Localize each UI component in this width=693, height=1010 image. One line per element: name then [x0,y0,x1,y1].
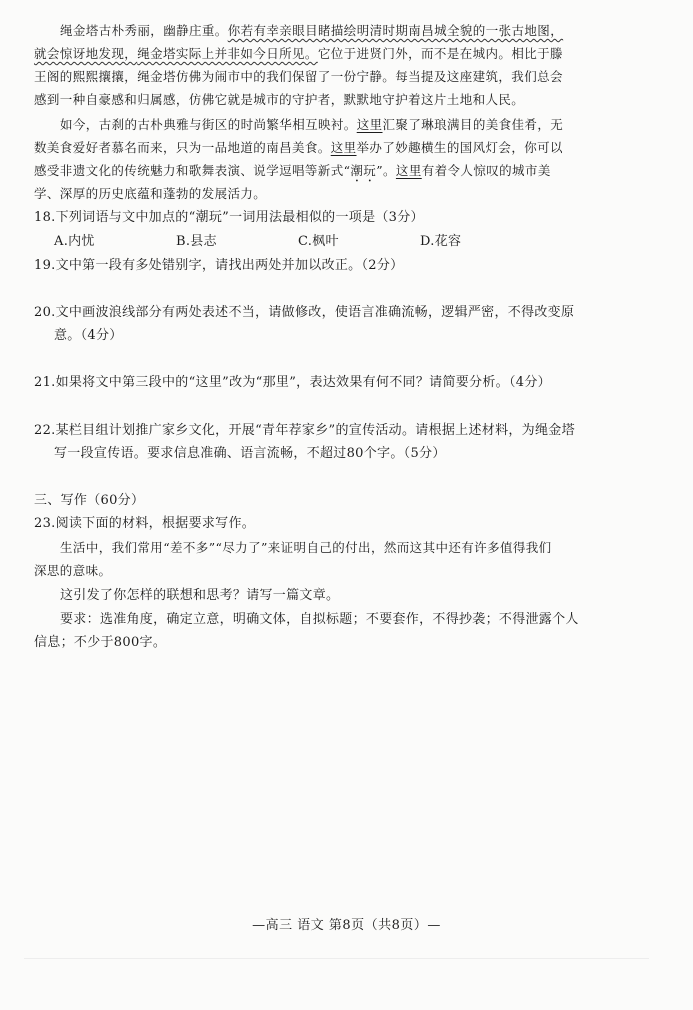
material-line1: 生活中，我们常用“差不多”“尽力了”来证明自己的付出，然而这其中还有许多值得我们 [60,540,552,555]
passage-p3-line4: 学、深厚的历史底蕴和蓬勃的发展活力。 [34,186,267,201]
question-23: 23.阅读下面的材料，根据要求写作。 [34,516,256,531]
passage-p2-line2: 就会惊讶地发现，绳金塔实际上并非如今日所见。它位于进贤门外，而不是在城内。相比于滕 [34,46,563,61]
writing-prompt: 这引发了你怎样的联想和思考？请写一篇文章。 [60,588,340,603]
wavy-underlined-text: 你若有幸亲眼目睹描绘明清时期南昌城全貌的一张古地图， [227,23,564,38]
requirements-line1: 要求：选准角度，确定立意，明确文体，自拟标题；不要套作，不得抄袭；不得泄露个人 [60,612,579,627]
section-title-writing: 三、写作（60分） [34,493,145,508]
material-line2: 深思的意味。 [34,563,112,578]
underlined-zheli: 这里 [395,163,422,178]
option-d: D.花容 [420,234,462,249]
underlined-zheli: 这里 [356,117,383,132]
passage-p3-line2: 数美食爱好者慕名而来，只为一品地道的南昌美食。这里举办了妙趣横生的国风灯会，你可以 [34,140,563,155]
page-bottom-divider [24,958,649,959]
passage-p2-line3: 王阁的熙熙攘攘，绳金塔仿佛为闹市中的我们保留了一份宁静。每当提及这座建筑，我们总会 [34,69,563,84]
wavy-underlined-text: 就会惊讶地发现， [34,46,138,61]
option-c: C.枫叶 [298,234,339,249]
question-20-line1: 20.文中画波浪线部分有两处表述不当，请做修改，使语言准确流畅，逻辑严密，不得改变原 [34,305,575,320]
wavy-underlined-text: 绳金塔实际上并非如今日所见。 [137,46,318,61]
passage-p3-line3: 感受非遗文化的传统魅力和歌舞表演、说学逗唱等新式“潮玩”。这里有着令人惊叹的城市美 [34,163,551,178]
page-footer: —高三 语文 第8页（共8页）— [252,918,441,933]
requirements-line2: 信息；不少于800字。 [34,635,167,650]
passage-p2-line4: 感到一种自豪感和归属感，仿佛它就是城市的守护者，默默地守护着这片土地和人民。 [34,92,525,107]
option-a: A.内忧 [54,234,95,249]
question-22-line2: 写一段宣传语。要求信息准确、语言流畅，不超过80个字。（5分） [54,446,446,461]
question-22-line1: 22.某栏目组计划推广家乡文化，开展“青年荐家乡”的宣传活动。请根据上述材料，为绳金塔 [34,423,575,438]
passage-p3-line1: 如今，古刹的古朴典雅与街区的时尚繁华相互映衬。这里汇聚了琳琅满目的美食佳肴，无 [60,117,564,132]
question-18-stem: 18.下列词语与文中加点的“潮玩”一词用法最相似的一项是（3分） [34,210,424,225]
question-18-options [54,233,659,251]
dotted-word-chaowan: 潮玩 [350,163,377,178]
question-20-line2: 意。（4分） [54,328,123,343]
question-19: 19.文中第一段有多处错别字，请找出两处并加以改正。（2分） [34,258,404,273]
passage-p2-line1: 绳金塔古朴秀丽，幽静庄重。你若有幸亲眼目睹描绘明清时期南昌城全貌的一张古地图， [60,23,564,38]
underlined-zheli: 这里 [330,140,357,155]
option-b: B.县志 [176,234,217,249]
question-21: 21.如果将文中第三段中的“这里”改为“那里”，表达效果有何不同？请简要分析。（4分） [34,375,551,390]
